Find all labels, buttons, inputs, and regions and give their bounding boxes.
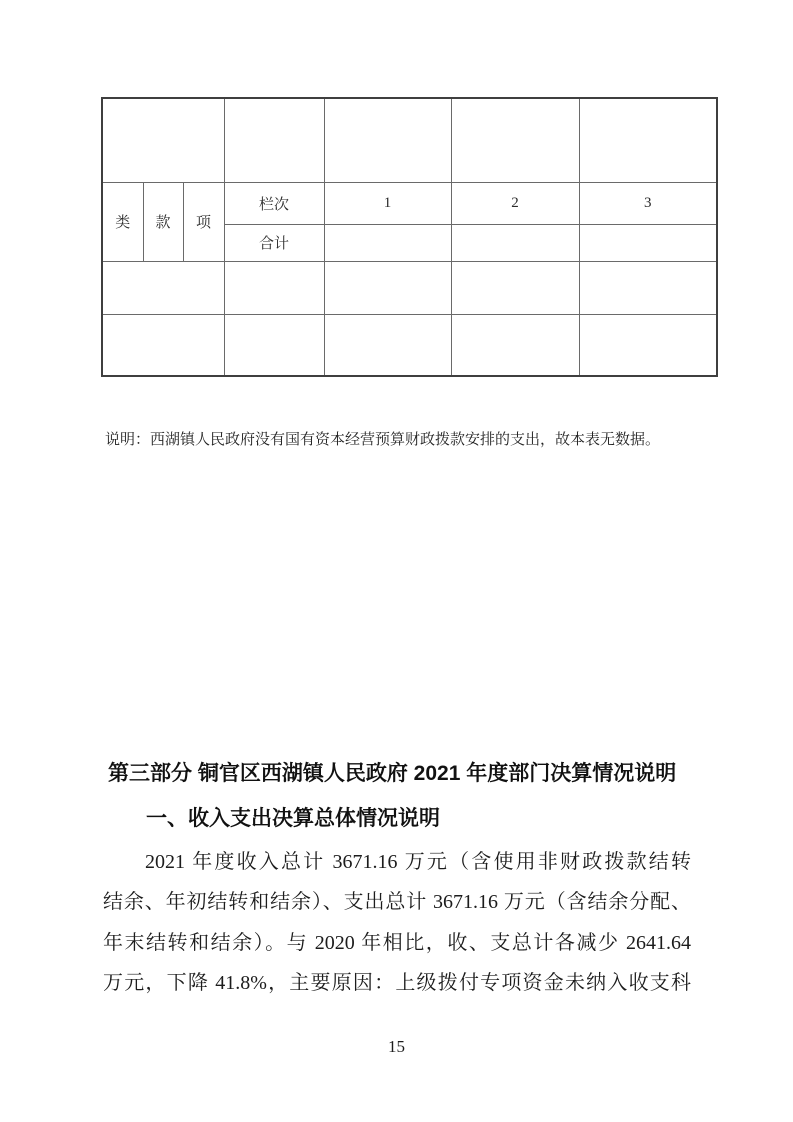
paragraph-line: 万元，下降 41.8%，主要原因：上级拨付专项资金未纳入收支科 xyxy=(103,972,691,994)
cell-empty xyxy=(324,224,451,261)
section-subtitle: 一、收入支出决算总体情况说明 xyxy=(146,807,440,830)
cell-col-number-3: 3 xyxy=(579,182,717,224)
table-row-blank xyxy=(102,314,717,376)
section-title: 第三部分 铜官区西湖镇人民政府 2021 年度部门决算情况说明 xyxy=(108,762,677,785)
cell-col-number-1: 1 xyxy=(324,182,451,224)
table-note: 说明：西湖镇人民政府没有国有资本经营预算财政拨款安排的支出，故本表无数据。 xyxy=(105,432,661,448)
cell-empty xyxy=(579,261,717,314)
paragraph-line: 年末结转和结余）。与 2020 年相比，收、支总计各减少 2641.64 xyxy=(103,932,691,954)
page-number: 15 xyxy=(388,1037,405,1056)
cell-empty xyxy=(579,224,717,261)
cell-empty xyxy=(324,314,451,376)
paragraph-line: 结余、年初结转和结余）、支出总计 3671.16 万元（含结余分配、 xyxy=(103,891,691,913)
cell-empty xyxy=(451,314,579,376)
cell-empty xyxy=(224,314,324,376)
cell-class-header: 类 xyxy=(102,182,143,261)
cell-empty xyxy=(324,261,451,314)
cell-empty xyxy=(224,98,324,182)
table-row-blank xyxy=(102,261,717,314)
cell-lanci-label: 栏次 xyxy=(224,182,324,224)
cell-empty-stub xyxy=(102,261,224,314)
cell-empty xyxy=(579,314,717,376)
cell-empty-stub-top xyxy=(102,98,224,182)
cell-section-header: 款 xyxy=(143,182,183,261)
cell-empty xyxy=(451,98,579,182)
cell-item-header: 项 xyxy=(183,182,224,261)
cell-total-label: 合计 xyxy=(224,224,324,261)
cell-empty xyxy=(451,261,579,314)
paragraph-line: 2021 年度收入总计 3671.16 万元（含使用非财政拨款结转 xyxy=(145,851,691,873)
cell-empty xyxy=(324,98,451,182)
budget-table xyxy=(101,97,718,377)
table-row-blank-top xyxy=(102,98,717,182)
cell-empty xyxy=(579,98,717,182)
cell-empty-stub xyxy=(102,314,224,376)
cell-empty xyxy=(224,261,324,314)
cell-empty xyxy=(451,224,579,261)
table-row-column-index xyxy=(102,182,717,224)
cell-col-number-2: 2 xyxy=(451,182,579,224)
